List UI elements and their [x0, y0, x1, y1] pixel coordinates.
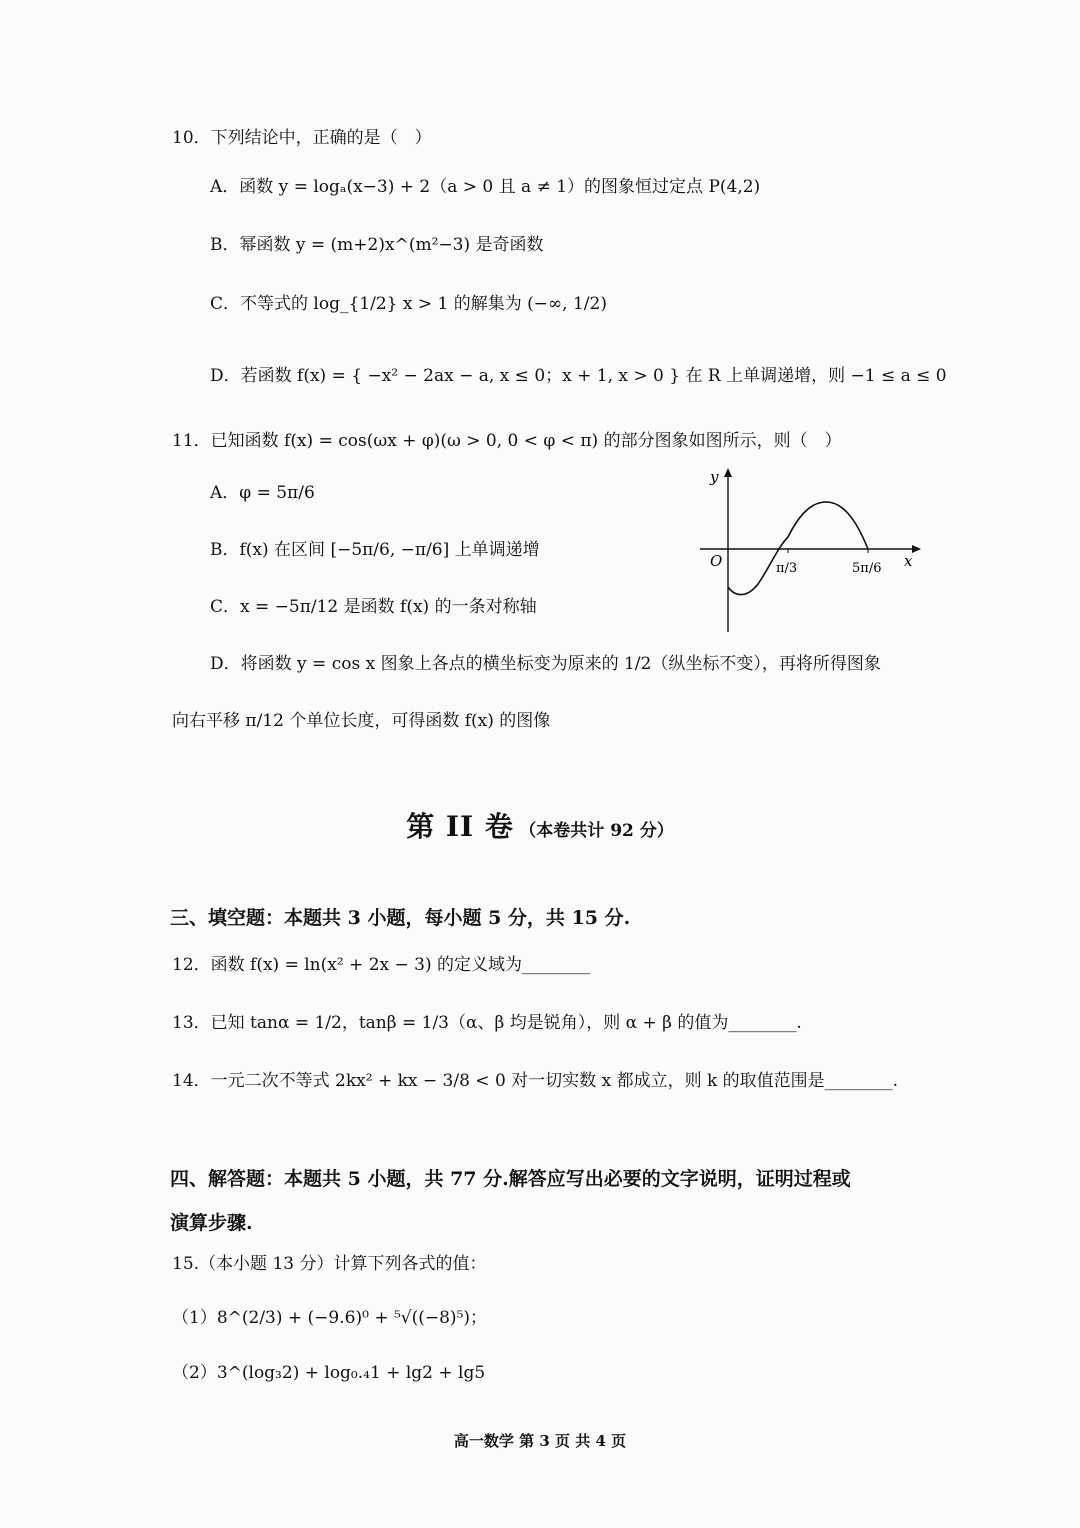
volume-title-note: （本卷共计 92 分） [519, 821, 674, 841]
section4-heading-line1: 四、解答题：本题共 5 小题，共 77 分.解答应写出必要的文字说明，证明过程或 [170, 1168, 851, 1190]
volume-title [0, 805, 1080, 845]
q11-option-a: A．φ = 5π/6 [210, 483, 315, 503]
q10-option-b: B．幂函数 y = (m+2)x^(m²−3) 是奇函数 [210, 235, 544, 255]
tick-label-pi-3: π/3 [776, 561, 798, 576]
y-axis-arrow [724, 468, 732, 477]
q11-stem: 11．已知函数 f(x) = cos(ωx + φ)(ω > 0, 0 < φ < π) 的部分图象如图所示，则（ ） [172, 431, 842, 451]
section4-heading-line2: 演算步骤. [170, 1212, 253, 1234]
page-footer: 高一数学 第 3 页 共 4 页 [453, 1432, 627, 1450]
y-axis-label: y [710, 468, 719, 486]
q10-option-d: D．若函数 f(x) = { −x² − 2ax − a, x ≤ 0；x + 1, x > 0 } 在 R 上单调递增，则 −1 ≤ a ≤ 0 [210, 366, 947, 386]
q10-option-c: C．不等式的 log_{1/2} x > 1 的解集为 (−∞, 1/2) [210, 294, 607, 314]
cosine-graph [700, 462, 925, 637]
q11-option-c: C．x = −5π/12 是函数 f(x) 的一条对称轴 [210, 597, 537, 617]
cosine-curve [728, 502, 868, 595]
q11-option-d-continued: 向右平移 π/12 个单位长度，可得函数 f(x) 的图像 [172, 711, 551, 731]
origin-label: O [710, 552, 723, 570]
q10-option-a: A．函数 y = logₐ(x−3) + 2（a > 0 且 a ≠ 1）的图象恒过定点 P(4,2) [210, 177, 761, 197]
x-axis-label: x [904, 552, 913, 570]
section3-heading: 三、填空题：本题共 3 小题，每小题 5 分，共 15 分. [170, 907, 631, 929]
q15-part2: （2）3^(log₃2) + log₀.₄1 + lg2 + lg5 [172, 1363, 486, 1383]
q12: 12．函数 f(x) = ln(x² + 2x − 3) 的定义域为________ [172, 955, 591, 975]
q11-option-d: D．将函数 y = cos x 图象上各点的横坐标变为原来的 1/2（纵坐标不变），再将所得图象 [210, 654, 881, 674]
q10-stem: 10．下列结论中，正确的是（ ） [172, 128, 432, 148]
q11-option-b: B．f(x) 在区间 [−5π/6, −π/6] 上单调递增 [210, 540, 540, 560]
q14: 14．一元二次不等式 2kx² + kx − 3/8 < 0 对一切实数 x 都成立，则 k 的取值范围是________. [172, 1071, 899, 1091]
q15-part1: （1）8^(2/3) + (−9.6)⁰ + ⁵√((−8)⁵)； [172, 1308, 488, 1328]
x-axis-arrow [912, 545, 921, 553]
q15-stem: 15.（本小题 13 分）计算下列各式的值： [172, 1254, 487, 1274]
volume-title-main: 第 II 卷 [406, 810, 514, 843]
q13: 13．已知 tanα = 1/2，tanβ = 1/3（α、β 均是锐角），则 α + β 的值为________. [172, 1013, 802, 1033]
tick-label-5pi-6: 5π/6 [852, 561, 882, 576]
